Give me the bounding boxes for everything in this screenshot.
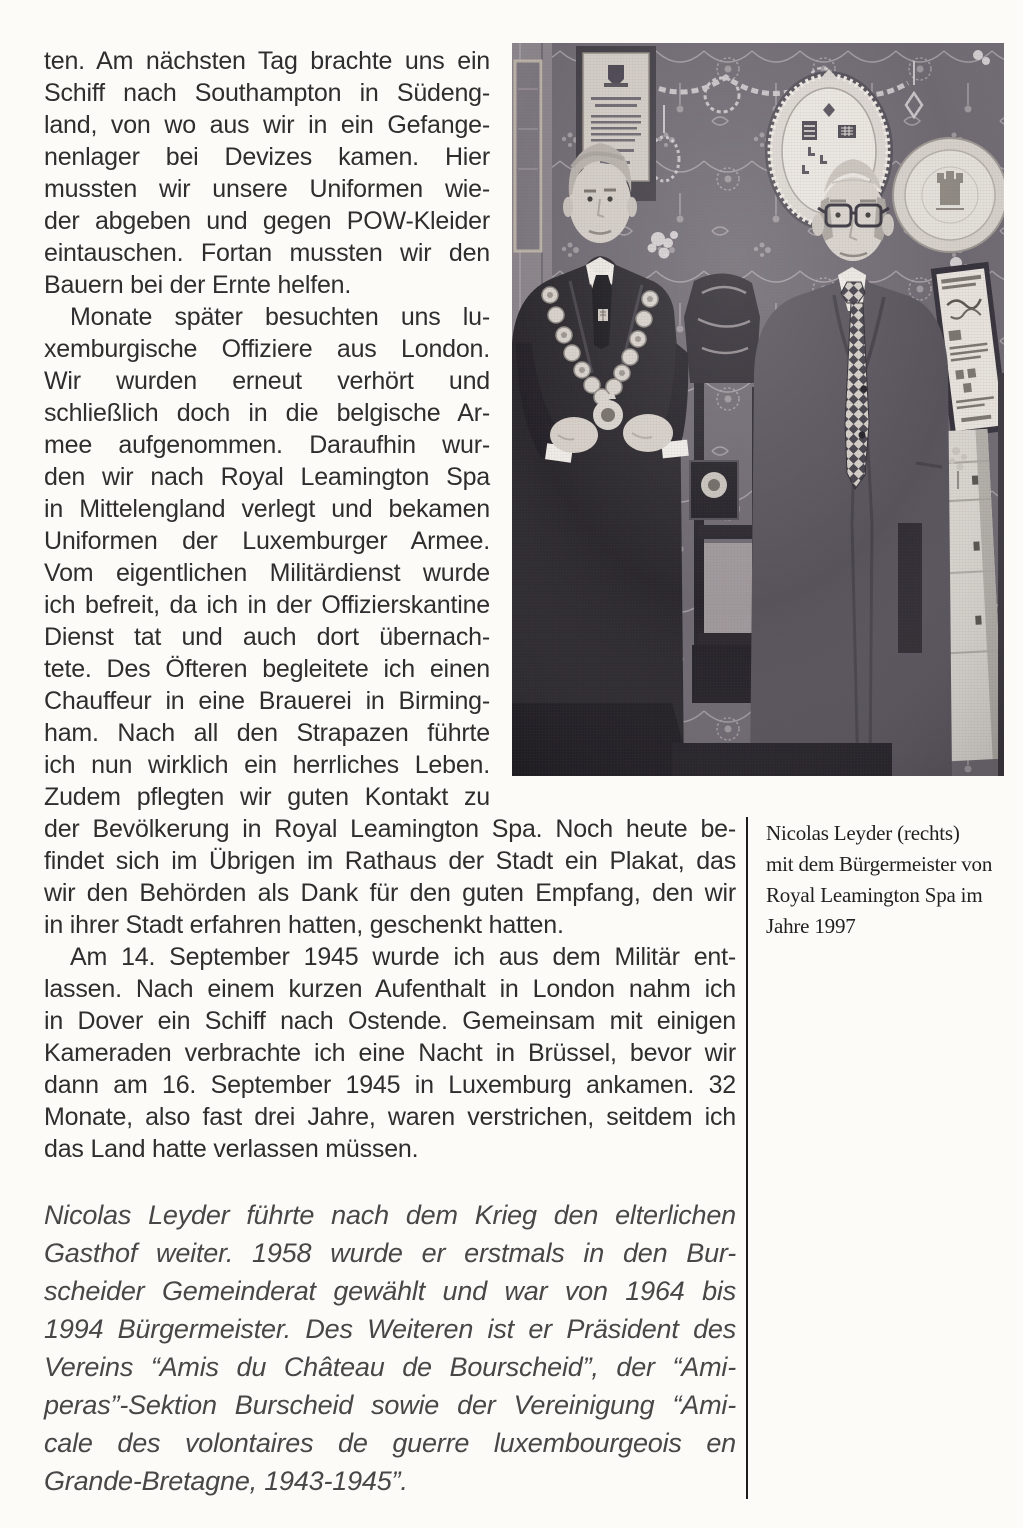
text-line: Bauern bei der Ernte helfen. [44, 271, 352, 299]
text-line: Monate später besuchten uns lu- [70, 303, 490, 331]
text-line: Monate, also fast drei Jahre, waren verstrichen, seitdem ich [44, 1103, 736, 1131]
main-text [44, 813, 736, 1500]
text-line: in ihrer Stadt erfahren hatten, geschenkt hatten. [44, 911, 564, 939]
text-line: Chauffeur in eine Brauerei in Birming- [44, 687, 490, 715]
text-line: Gasthof weiter. 1958 wurde er erstmals in den Bur- [44, 1238, 736, 1268]
text-line: in Dover ein Schiff nach Ostende. Gemeinsam mit einigen [44, 1007, 736, 1035]
text-line: den wir nach Royal Leamington Spa [44, 463, 490, 491]
paragraph [44, 45, 490, 301]
text-line: mit dem Bürgermeister von [766, 852, 993, 876]
text-line: cale des volontaires de guerre luxembourgeois en [44, 1428, 736, 1458]
text-line: Schiff nach Southampton in Südeng- [44, 79, 490, 107]
text-line: mee aufgenommen. Daraufhin wur- [44, 431, 490, 459]
text-line: lassen. Nach einem kurzen Aufenthalt in London nahm ich [44, 975, 736, 1003]
text-line: nenlager bei Devizes kamen. Hier [44, 143, 490, 171]
text-line: scheider Gemeinderat gewählt und war von 1964 bis [44, 1276, 736, 1306]
bottom-section [44, 813, 992, 1500]
text-line: Royal Leamington Spa im [766, 883, 983, 907]
text-line: mussten wir unsere Uniformen wie- [44, 175, 490, 203]
text-line: land, von wo aus wir in ein Gefange- [44, 111, 490, 139]
text-line: Nicolas Leyder (rechts) [766, 821, 960, 845]
text-line: dann am 16. September 1945 in Luxemburg ankamen. 32 [44, 1071, 736, 1099]
text-line: findet sich im Übrigen im Rathaus der Stadt ein Plakat, das [44, 847, 736, 875]
text-line: schließlich doch in die belgische Ar- [44, 399, 490, 427]
text-line: Zudem pflegten wir guten Kontakt zu [44, 783, 490, 811]
text-line: der Bevölkerung in Royal Leamington Spa. Noch heute be- [44, 815, 736, 843]
text-line: xemburgische Offiziere aus London. [44, 335, 490, 363]
text-line: ich befreit, da ich in der Offizierskantine [44, 591, 490, 619]
text-line: Jahre 1997 [766, 914, 856, 938]
paragraph [44, 813, 736, 941]
text-line: Am 14. September 1945 wurde ich aus dem Militär ent- [70, 943, 736, 971]
text-line: 1994 Bürgermeister. Des Weiteren ist er Präsident des [44, 1314, 736, 1344]
paragraph [44, 301, 490, 813]
closing-note [44, 1196, 736, 1500]
photo-illustration [512, 43, 1004, 776]
text-line: eintauschen. Fortan mussten wir den [44, 239, 490, 267]
text-line: Wir wurden erneut verhört und [44, 367, 490, 395]
text-line: Vereins “Amis du Château de Bourscheid”, der “Ami- [44, 1352, 736, 1382]
text-line: Uniformen der Luxemburger Armee. [44, 527, 490, 555]
text-line: Nicolas Leyder führte nach dem Krieg den elterlichen [44, 1200, 736, 1230]
text-line: ich nun wirklich ein herrliches Leben. [44, 751, 490, 779]
text-line: ten. Am nächsten Tag brachte uns ein [44, 47, 490, 75]
paragraph [44, 941, 736, 1165]
photo [512, 43, 1004, 776]
text-line: tete. Des Öfteren begleitete ich einen [44, 655, 490, 683]
photo-caption [766, 813, 992, 942]
vertical-rule [746, 817, 748, 1499]
text-line: Vom eigentlichen Militärdienst wurde [44, 559, 490, 587]
top-section [44, 45, 1004, 813]
text-line: Kameraden verbrachte ich eine Nacht in Brüssel, bevor wir [44, 1039, 736, 1067]
text-line: Dienst tat und auch dort übernach- [44, 623, 490, 651]
text-line: der abgeben und gegen POW-Kleider [44, 207, 490, 235]
text-line: das Land hatte verlassen müssen. [44, 1135, 419, 1163]
text-line: ham. Nach all den Strapazen führte [44, 719, 490, 747]
text-line: peras”-Sektion Burscheid sowie der Vereinigung “Ami- [44, 1390, 736, 1420]
left-text-column [44, 45, 490, 813]
text-line: in Mittelengland verlegt und bekamen [44, 495, 490, 523]
text-line: wir den Behörden als Dank für den guten Empfang, den wir [44, 879, 736, 907]
text-line: Grande-Bretagne, 1943-1945”. [44, 1466, 408, 1496]
